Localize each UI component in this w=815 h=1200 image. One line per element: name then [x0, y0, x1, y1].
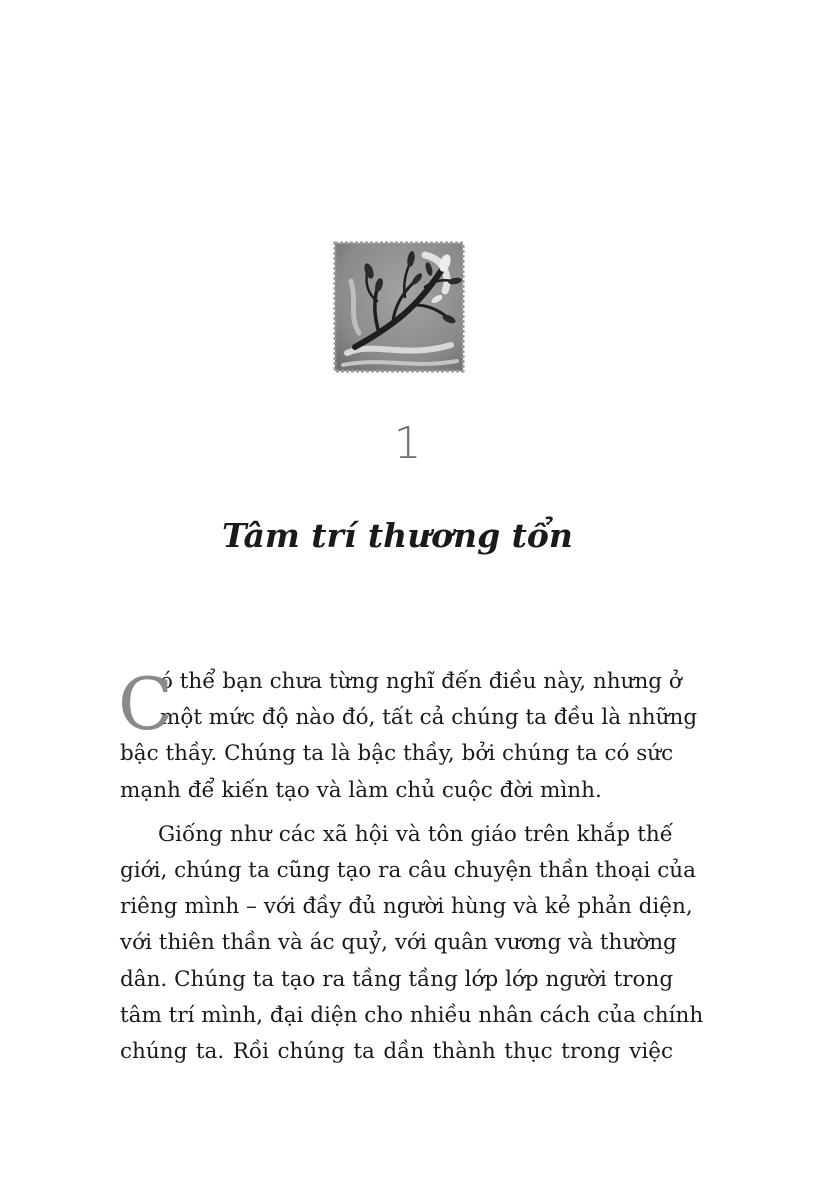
chapter-body: [118, 662, 704, 1070]
text-line: mạnh để kiến tạo và làm chủ cuộc đời mình.: [120, 777, 602, 803]
text-line: dân. Chúng ta tạo ra tầng tầng lớp lớp người trong: [120, 966, 674, 992]
text-line: tâm trí mình, đại diện cho nhiều nhân cách của chính: [120, 1002, 704, 1028]
text-line: Giống như các xã hội và tôn giáo trên khắp thế: [158, 821, 673, 847]
text-line: một mức độ nào đó, tất cả chúng ta đều là những: [160, 705, 698, 731]
text-line: giới, chúng ta cũng tạo ra câu chuyện thần thoại của: [120, 857, 696, 883]
drop-cap: C: [118, 662, 174, 746]
paragraph-1: [118, 662, 698, 809]
text-line: chúng ta. Rồi chúng ta dần thành thục trong việc: [120, 1038, 673, 1064]
chapter-ornament: [333, 241, 465, 373]
text-line: ó thể bạn chưa từng nghĩ đến điều này, nhưng ở: [160, 669, 682, 694]
text-line: bậc thầy. Chúng ta là bậc thầy, bởi chúng ta có sức: [120, 741, 674, 767]
paragraph-2: [120, 817, 704, 1070]
chapter-title: Tâm trí thương tổn: [222, 516, 573, 555]
chapter-number: 1: [393, 418, 422, 469]
tree-branch-icon: [333, 241, 465, 373]
text-line: với thiên thần và ác quỷ, với quân vương và thường: [120, 930, 677, 956]
text-line: riêng mình – với đầy đủ người hùng và kẻ phản diện,: [120, 894, 693, 920]
